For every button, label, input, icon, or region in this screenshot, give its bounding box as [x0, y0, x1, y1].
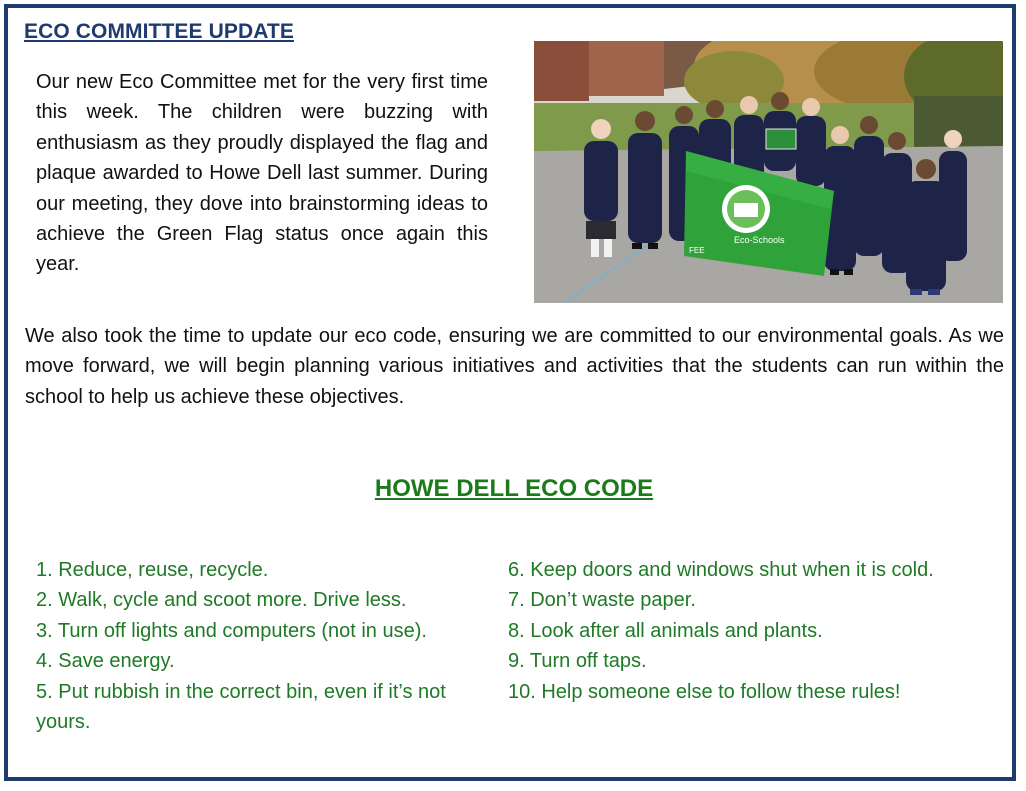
eco-code-item: 6. Keep doors and windows shut when it is cold.: [508, 559, 934, 581]
eco-code-title: HOWE DELL ECO CODE: [374, 475, 654, 502]
flag-corner-label: FEE: [689, 246, 705, 255]
eco-code-item: 3. Turn off lights and computers (not in use).: [36, 619, 427, 642]
eco-code-list-left: [36, 555, 486, 737]
section-heading: ECO COMMITTEE UPDATE: [24, 20, 294, 43]
intro-paragraph: Our new Eco Committee met for the very first time this week. The children were buzzing with enthusiasm as they proudly displayed the flag and plaque awarded to Howe Dell last summer. During our meeting, they dove into brainstorming ideas to achieve the Green Flag status once again this year.: [36, 71, 488, 276]
eco-committee-photo: [534, 41, 1003, 303]
eco-code-list-right: [508, 555, 998, 707]
eco-code-item: 4. Save energy.: [36, 650, 175, 673]
eco-code-item: 9. Turn off taps.: [508, 650, 647, 673]
eco-code-item: 7. Don’t waste paper.: [508, 589, 696, 612]
eco-code-item: 10. Help someone else to follow these rules!: [508, 680, 901, 703]
eco-code-item: 8. Look after all animals and plants.: [508, 619, 823, 642]
newsletter-panel: [4, 4, 1016, 781]
flag-label: Eco-Schools: [734, 235, 785, 245]
body-paragraph: We also took the time to update our eco code, ensuring we are committed to our environmental goals. As we move forward, we will begin planning various initiatives and activities that the students can run within the school to help us achieve these objectives.: [25, 325, 1004, 408]
eco-code-item: 1. Reduce, reuse, recycle.: [36, 559, 269, 581]
eco-code-item: 5. Put rubbish in the correct bin, even if it’s not yours.: [36, 680, 446, 734]
eco-code-item: 2. Walk, cycle and scoot more. Drive less.: [36, 589, 407, 612]
